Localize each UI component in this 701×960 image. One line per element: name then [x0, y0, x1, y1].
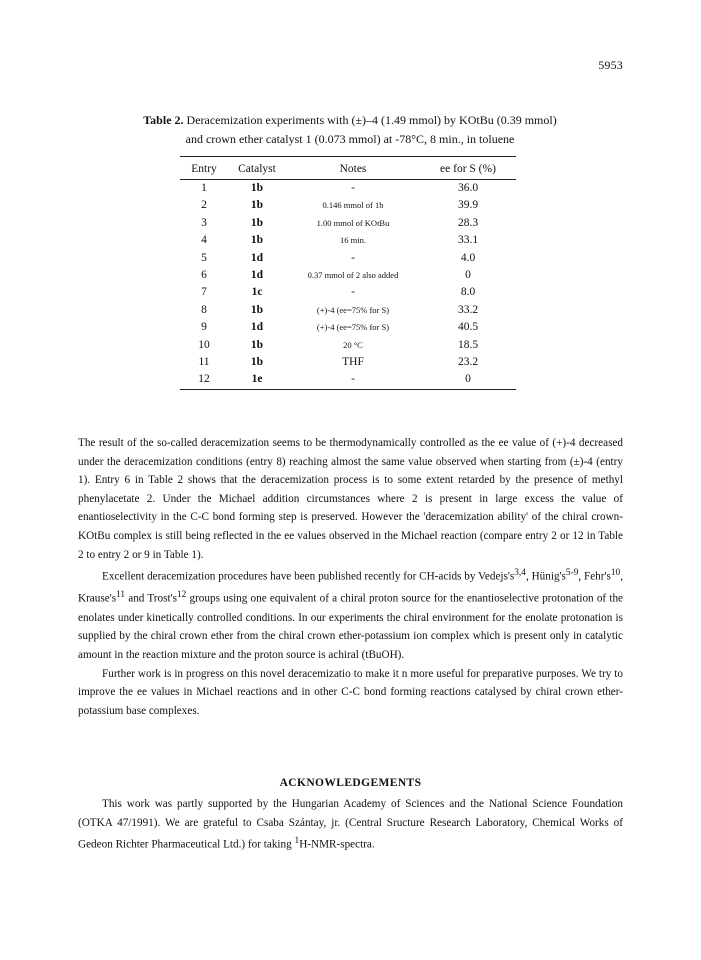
table-row	[180, 215, 516, 232]
acknowledgements-part-2: H-NMR-spectra.	[299, 838, 375, 851]
header-entry: Entry	[180, 157, 228, 180]
table-header-row	[180, 157, 516, 180]
cell-notes: -	[351, 286, 355, 299]
cell-entry: 2	[201, 199, 207, 212]
citation: 5-9	[565, 568, 579, 579]
cell-entry: 6	[201, 269, 207, 282]
cell-notes: 1.00 mmol of KOtBu	[316, 217, 390, 228]
cell-entry: 8	[201, 303, 207, 316]
cell-ee: 39.9	[457, 199, 479, 212]
cell-catalyst: 1d	[250, 251, 264, 264]
table-row	[180, 197, 516, 214]
paragraph-2-part-5: and Trost's	[125, 593, 177, 606]
citation: 12	[176, 590, 187, 601]
table-row	[180, 267, 516, 284]
paragraph-3: Further work is in progress on this novel deracemizatio to make it n more useful for preparative purposes. We try to improve the ee values in Michael reactions and in other C-C bond forming reactions catalysed by chiral crown ether-potassium base complexes.	[78, 667, 623, 717]
table-row	[180, 354, 516, 371]
cell-ee: 4.0	[460, 251, 476, 264]
cell-entry: 4	[201, 234, 207, 247]
cell-catalyst: 1b	[250, 356, 264, 369]
cell-catalyst: 1b	[250, 303, 264, 316]
cell-catalyst: 1b	[250, 199, 264, 212]
cell-ee: 28.3	[457, 216, 479, 229]
cell-entry: 1	[201, 182, 207, 194]
cell-ee: 8.0	[460, 286, 476, 299]
caption-line-2: and crown ether catalyst 1 (0.073 mmol) at -78°C, 8 min., in toluene	[185, 132, 515, 146]
cell-entry: 3	[201, 216, 207, 229]
cell-notes: 16 min.	[340, 235, 366, 246]
cell-ee: 0	[420, 371, 516, 389]
table-row	[180, 250, 516, 267]
caption-line-1-text: Deracemization experiments with (±)–4 (1.49 mmol) by KOtBu (0.39 mmol)	[183, 113, 557, 127]
header-ee: ee for S (%)	[420, 157, 516, 180]
cell-ee: 18.5	[457, 338, 479, 351]
cell-notes: (+)-4 (ee=75% for S)	[316, 304, 390, 315]
cell-notes: 20 °C	[343, 339, 363, 350]
citation: 10	[610, 568, 621, 579]
table-row	[180, 180, 516, 198]
cell-notes: THF	[342, 356, 364, 369]
cell-entry: 7	[201, 286, 207, 299]
cell-ee: 40.5	[457, 321, 479, 334]
table-row	[180, 232, 516, 249]
header-notes: Notes	[286, 157, 420, 180]
table-row	[180, 284, 516, 301]
deracemization-table	[180, 156, 516, 390]
cell-entry: 5	[201, 251, 207, 264]
paragraph-2-part-6: groups using one equivalent of a chiral proton source for the enantioselective protonation of the enolates under kinetically controlled conditions. In our experiments the chiral environment for the enolate protonation is supplied by the chiral crown ether from the chiral crown ether-potassium ion complex which is present only in catalytic amount in the reaction mixture and the proton source is achiral (tBuOH).	[78, 593, 624, 661]
table-row	[180, 371, 516, 389]
cell-catalyst: 1c	[251, 286, 263, 299]
cell-catalyst: 1b	[250, 234, 264, 247]
table-row	[180, 319, 516, 336]
table-caption	[120, 111, 580, 149]
cell-catalyst: 1b	[250, 216, 264, 229]
citation: 11	[116, 590, 126, 601]
header-catalyst: Catalyst	[228, 157, 286, 180]
caption-line-1	[120, 111, 580, 130]
citation: 3,4	[514, 568, 526, 579]
cell-entry: 9	[201, 321, 207, 334]
acknowledgements-text	[78, 795, 623, 855]
cell-ee: 33.2	[457, 303, 479, 316]
paragraph-1: The result of the so-called deracemization seems to be thermodynamically controlled as the ee value of (+)-4 decreased under the deracemization conditions (entry 8) reaching almost the same value observed when starting from (±)-4 (entry 1). Entry 6 in Table 2 shows that the deracemization process is to some extent retarded by the presence of methyl phenylacetate 2. Under the Michael addition circumstances where 2 is present in large excess the value of enantioselectivity in the C-C bond forming step is preserved. However the 'deracemization ability' of the chiral crown-KOtBu complex is still being reflected in the ee values observed in the Michael reaction (compare entry 2 or 12 in Table 2 to entry 2 or 9 in Table 1).	[78, 437, 623, 561]
cell-catalyst: 1b	[250, 182, 264, 194]
paragraph-2-part-4: , Krause's	[78, 570, 623, 606]
cell-notes: 0.146 mmol of 1b	[322, 200, 384, 211]
cell-entry: 12	[180, 371, 228, 389]
cell-catalyst: 1b	[250, 338, 264, 351]
acknowledgements-part-1: This work was partly supported by the Hungarian Academy of Sciences and the National Science Foundation (OTKA 47/1991). We are grateful to Csaba Szántay, jr. (Central Sructure Research Laboratory, Chemical Works of Gedeon Richter Pharmaceutical Ltd.) for taking	[78, 798, 623, 851]
cell-ee: 33.1	[457, 234, 479, 247]
paragraph-2-part-3: , Fehr's	[578, 570, 611, 583]
cell-notes: (+)-4 (ee=75% for S)	[316, 322, 390, 333]
page-number: 5953	[598, 58, 623, 72]
superscript: 1	[294, 836, 300, 847]
body-text	[78, 434, 623, 720]
table-row	[180, 302, 516, 319]
acknowledgements-heading: ACKNOWLEDGEMENTS	[279, 777, 422, 789]
cell-catalyst: 1d	[250, 269, 264, 282]
paragraph-2-part-1: Excellent deracemization procedures have been published recently for CH-acids by Vedejs's	[102, 570, 515, 583]
cell-notes: -	[286, 371, 420, 389]
caption-label: Table 2.	[143, 113, 184, 127]
cell-catalyst: 1d	[250, 321, 264, 334]
cell-notes: -	[351, 182, 355, 194]
cell-catalyst: 1e	[228, 371, 286, 389]
cell-ee: 36.0	[457, 182, 479, 194]
cell-notes: -	[351, 251, 355, 264]
cell-entry: 11	[198, 356, 210, 369]
paragraph-2	[78, 564, 623, 664]
cell-entry: 10	[198, 338, 210, 351]
cell-notes: 0.37 mmol of 2 also added	[307, 270, 399, 281]
cell-ee: 0	[465, 269, 471, 282]
cell-ee: 23.2	[457, 356, 479, 369]
table-row	[180, 337, 516, 354]
paragraph-2-part-2: , Hünig's	[525, 570, 566, 583]
